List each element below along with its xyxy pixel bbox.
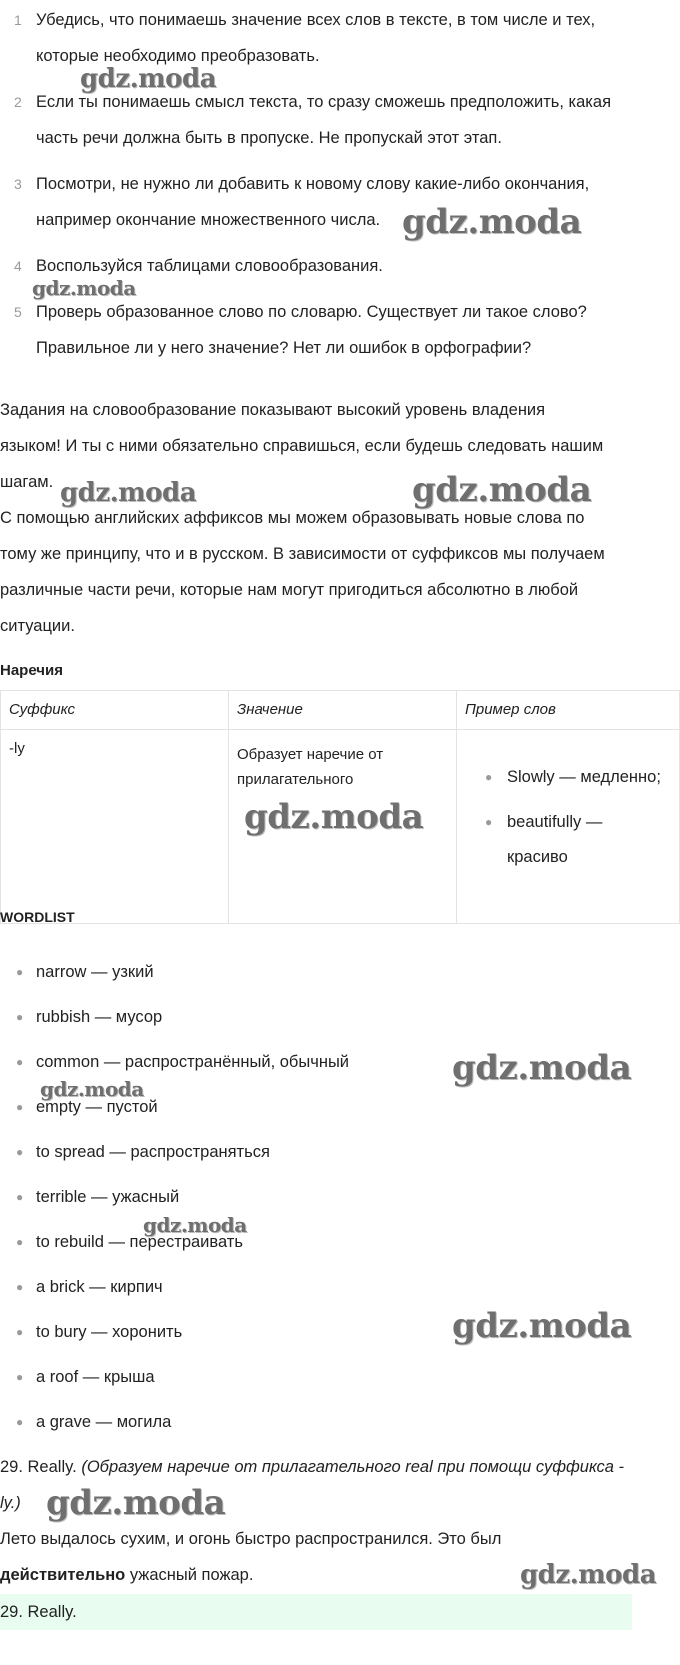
sentence-rest: ужасный пожар. (125, 1566, 254, 1584)
bullet-icon: ● (485, 815, 493, 829)
bullet-icon: ● (16, 965, 24, 979)
answer-note: (Образуем наречие от прилагательного real при помощи суффикса - (81, 1458, 625, 1476)
example-item (479, 760, 671, 795)
table-header-examples: Пример слов (457, 691, 680, 730)
wordlist-entry: to spread — распространяться (36, 1143, 270, 1161)
list-item (0, 1224, 680, 1260)
bullet-icon: ● (16, 1235, 24, 1249)
suffix-cell (1, 730, 229, 924)
table-header-meaning: Значение (229, 691, 457, 730)
suffix-table (0, 690, 680, 924)
wordlist-entry: a grave — могила (36, 1413, 172, 1431)
table-row (1, 730, 680, 924)
step-line: Проверь образованное слово по словарю. Существует ли такое слово? (36, 303, 587, 321)
wordlist-entry: a brick — кирпич (36, 1278, 163, 1296)
bullet-icon: ● (485, 770, 493, 784)
step-text (36, 248, 676, 284)
bullet-icon: ● (16, 1145, 24, 1159)
step-text (36, 166, 676, 238)
sentence-bold: действительно (0, 1566, 126, 1584)
step-number: 3 (14, 176, 22, 192)
sentence-line (0, 1557, 680, 1593)
wordlist-heading: WORDLIST (0, 909, 75, 925)
step-line: Посмотри, не нужно ли добавить к новому слову какие-либо окончания, (36, 175, 590, 193)
bullet-icon: ● (16, 1415, 24, 1429)
paragraph-line: ситуации. (0, 617, 75, 635)
table-header-suffix: Суффикс (1, 691, 229, 730)
answer-sentence (0, 1521, 680, 1593)
wordlist-entry: to bury — хоронить (36, 1323, 183, 1341)
step-number: 1 (14, 12, 22, 28)
list-item (0, 1044, 680, 1080)
step-number: 2 (14, 94, 22, 110)
wordlist-entry: a roof — крыша (36, 1368, 155, 1386)
table-header-row (1, 691, 680, 730)
list-item (0, 1179, 680, 1215)
watermark-logo: gdz.moda (32, 276, 136, 300)
step-line: Воспользуйся таблицами словообразования. (36, 257, 383, 275)
watermark-logo: gdz.moda (60, 478, 197, 508)
example-line: красиво (507, 848, 568, 866)
answer-explanation (0, 1449, 680, 1521)
watermark-logo: gdz.moda (244, 797, 424, 837)
meaning-line: прилагательного (237, 771, 354, 788)
watermark-logo: gdz.moda (40, 1077, 144, 1101)
meaning-line: Образует наречие от (237, 746, 384, 763)
final-answer-box (0, 1594, 632, 1630)
intro-paragraph (0, 392, 680, 500)
bullet-icon: ● (16, 1055, 24, 1069)
step-line: Убедись, что понимаешь значение всех слов в тексте, в том числе и тех, (36, 11, 596, 29)
bullet-icon: ● (16, 1370, 24, 1384)
watermark-logo: gdz.moda (452, 1306, 632, 1346)
answer-word: 29. Really. (0, 1458, 82, 1476)
paragraph-line: шагам. (0, 473, 54, 491)
step-text (36, 2, 676, 74)
watermark-logo: gdz.moda (80, 64, 217, 94)
final-answer: 29. Really. (0, 1603, 77, 1621)
watermark-logo: gdz.moda (402, 202, 582, 242)
step-number: 4 (14, 258, 22, 274)
sentence-line: Лето выдалось сухим, и огонь быстро распространился. Это был (0, 1530, 502, 1548)
list-item (0, 954, 680, 990)
step-text (36, 294, 676, 366)
answer-line-1 (0, 1449, 680, 1485)
wordlist-entry: terrible — ужасный (36, 1188, 180, 1206)
wordlist-entry: empty — пустой (36, 1098, 158, 1116)
watermark-logo: gdz.moda (452, 1048, 632, 1088)
list-item (0, 999, 680, 1035)
list-item (0, 1314, 680, 1350)
suffix-value: -ly (9, 740, 25, 757)
step-line: Если ты понимаешь смысл текста, то сразу сможешь предположить, какая (36, 93, 612, 111)
wordlist-entry: to rebuild — перестраивать (36, 1233, 243, 1251)
paragraph-line: Задания на словообразование показывают высокий уровень владения (0, 401, 546, 419)
step-line: часть речи должна быть в пропуске. Не пропускай этот этап. (36, 129, 502, 147)
list-item (0, 1359, 680, 1395)
example-line: Slowly — медленно; (507, 768, 661, 786)
step-line: например окончание множественного числа. (36, 211, 381, 229)
bullet-icon: ● (16, 1010, 24, 1024)
bullet-icon: ● (16, 1325, 24, 1339)
step-line: Правильное ли у него значение? Нет ли ошибок в орфографии? (36, 339, 532, 357)
paragraph-line: различные части речи, которые нам могут пригодиться абсолютно в любой (0, 581, 579, 599)
bullet-icon: ● (16, 1100, 24, 1114)
wordlist-entry: narrow — узкий (36, 963, 154, 981)
step-line: которые необходимо преобразовать. (36, 47, 320, 65)
adverbs-heading: Наречия (0, 662, 63, 679)
example-item (479, 805, 671, 875)
watermark-logo: gdz.moda (46, 1483, 226, 1523)
watermark-logo: gdz.moda (412, 470, 592, 510)
example-line: beautifully — (507, 813, 603, 831)
paragraph-line: С помощью английских аффиксов мы можем образовывать новые слова по (0, 509, 585, 527)
list-item (0, 1404, 680, 1440)
affix-paragraph (0, 500, 680, 644)
step-text (36, 84, 676, 156)
paragraph-line: тому же принципу, что и в русском. В зависимости от суффиксов мы получаем (0, 545, 605, 563)
answer-note: ly.) (0, 1494, 21, 1512)
watermark-logo: gdz.moda (520, 1560, 657, 1590)
bullet-icon: ● (16, 1280, 24, 1294)
list-item (0, 1269, 680, 1305)
watermark-logo: gdz.moda (143, 1213, 247, 1237)
bullet-icon: ● (16, 1190, 24, 1204)
list-item (0, 1134, 680, 1170)
wordlist-entry: common — распространённый, обычный (36, 1053, 350, 1071)
examples-cell (457, 730, 680, 924)
list-item (0, 1089, 680, 1125)
paragraph-line: языком! И ты с ними обязательно справишься, если будешь следовать нашим (0, 437, 604, 455)
wordlist-entry: rubbish — мусор (36, 1008, 163, 1026)
meaning-cell (229, 730, 457, 924)
step-number: 5 (14, 304, 22, 320)
